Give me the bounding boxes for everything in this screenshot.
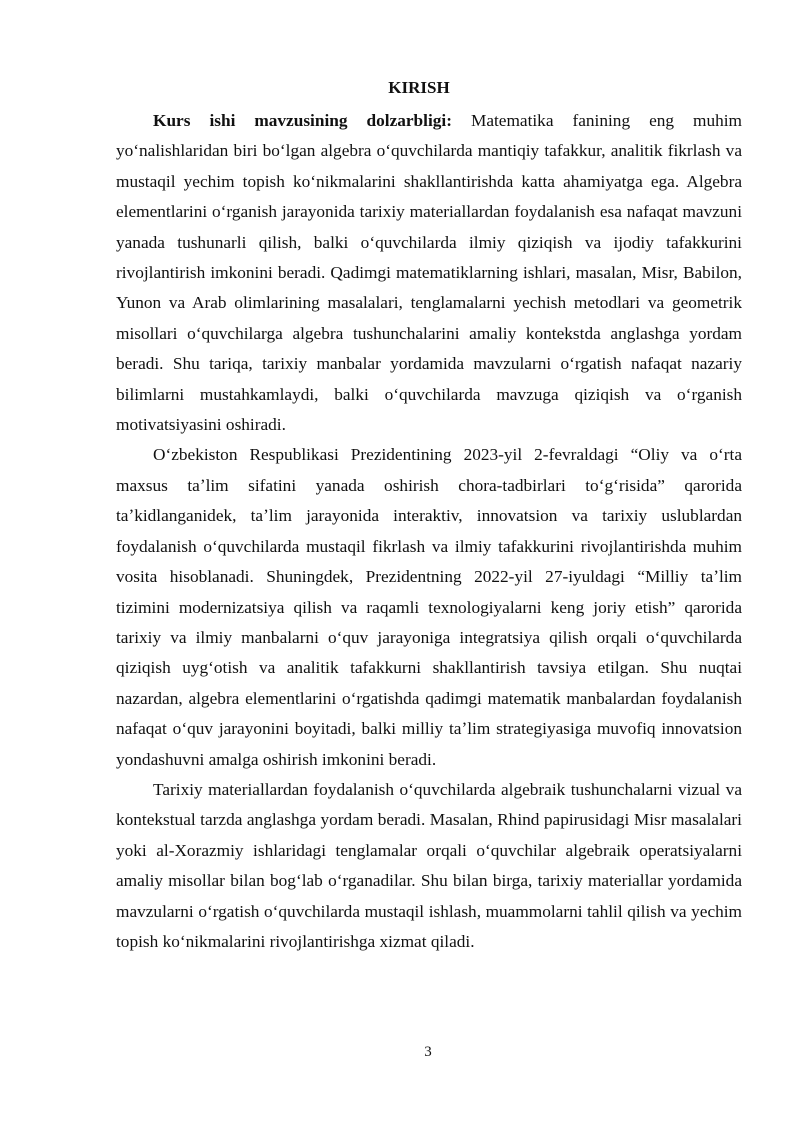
paragraph-relevance — [116, 106, 742, 440]
section-heading: KIRISH — [388, 78, 450, 97]
paragraph-historical-materials: Tarixiy materiallardan foydalanish oʻquvchilarda algebraik tushunchalarni vizual va kontekstual tarzda anglashga yordam beradi. Masalan, Rhind papirusidagi Misr masalalari yoki al-Xorazmiy ishlaridagi tenglamalar orqali oʻquvchilar algebraik operatsiyalarni amaliy misollar bilan bogʻlab oʻrganadilar. Shu bilan birga, tarixiy materiallar yordamida mavzularni oʻrgatish oʻquvchilarda mustaqil ishlash, muammolarni tahlil qilish va yechim topish koʻnikmalarini rivojlantirishga xizmat qiladi. — [116, 779, 742, 951]
body-text — [116, 106, 742, 957]
paragraph-text: Matematika fanining eng muhim yoʻnalishlaridan biri boʻlgan algebra oʻquvchilarda mantiqiy tafakkur, analitik fikrlash va mustaqil yechim topish koʻnikmalarini shakllantirishda katta ahamiyatga ega. Algebra elementlarini oʻrganish jarayonida tarixiy materiallardan foydalanish esa nafaqat mavzuni yanada tushunarli qilish, balki oʻquvchilarda ilmiy qiziqish va ijodiy tafakkurini rivojlantirish imkonini beradi. Qadimgi matematiklarning ishlari, masalan, Misr, Babilon, Yunon va Arab olimlarining masalalari, tenglamalarni yechish metodlari va geometrik misollari oʻquvchilarga algebra tushunchalarini amaliy kontekstda anglashga yordam beradi. Shu tariqa, tarixiy manbalar yordamida mavzularni oʻrgatish nafaqat nazariy bilimlarni mustahkamlaydi, balki oʻquvchilarda mavzuga qiziqish va oʻrganish motivatsiyasini oshiradi. — [116, 111, 742, 435]
page-number: 3 — [424, 1044, 432, 1060]
paragraph-lead: Kurs ishi mavzusining dolzarbligi: — [153, 111, 452, 130]
paragraph-decrees: Oʻzbekiston Respublikasi Prezidentining 2023-yil 2-fevraldagi “Oliy va oʻrta maxsus taʼlim sifatini yanada oshirish chora-tadbirlari toʻgʻrisida” qarorida taʼkidlanganidek, taʼlim jarayonida interaktiv, innovatsion va tarixiy uslublardan foydalanish oʻquvchilarda mustaqil fikrlash va ilmiy tafakkurini rivojlantirishda muhim vosita hisoblanadi. Shuningdek, Prezidentning 2022-yil 27-iyuldagi “Milliy taʼlim tizimini modernizatsiya qilish va raqamli texnologiyalarni keng joriy etish” qarorida tarixiy va ilmiy manbalarni oʻquv jarayoniga integratsiya qilish orqali oʻquvchilarda qiziqish uygʻotish va analitik tafakkurni shakllantirish tavsiya etilgan. Shu nuqtai nazardan, algebra elementlarini oʻrgatishda qadimgi matematik manbalardan foydalanish nafaqat oʻquv jarayonini boyitadi, balki milliy taʼlim strategiyasiga muvofiq innovatsion yondashuvni amalga oshirish imkonini beradi. — [116, 445, 742, 769]
